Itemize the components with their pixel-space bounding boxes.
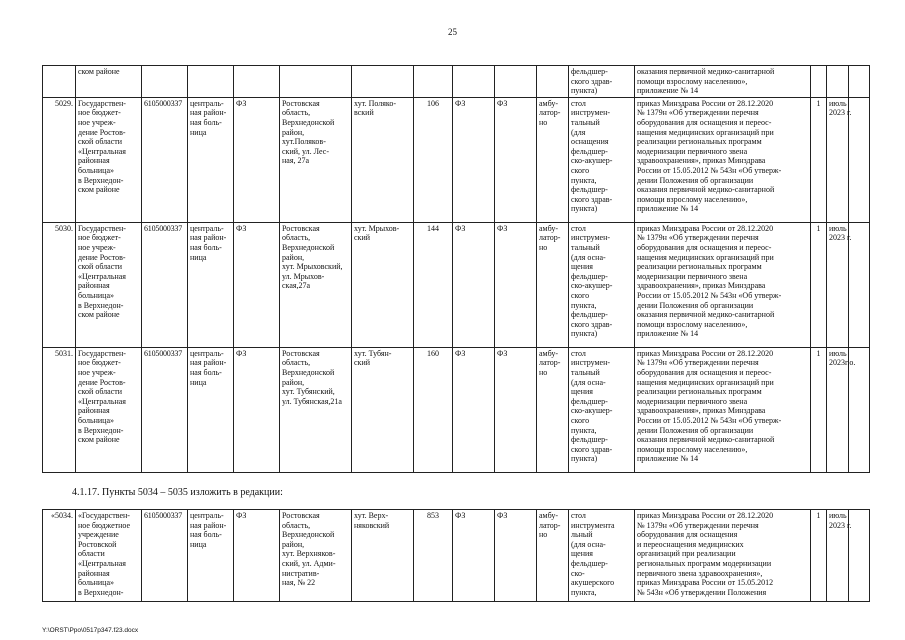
cell-col9: ФЗ	[453, 510, 495, 602]
cell-law	[234, 66, 280, 98]
cell-line: централь-	[190, 348, 224, 358]
cell-empty	[849, 66, 870, 98]
cell-line: фельдшер-	[571, 146, 608, 156]
cell-care	[537, 347, 569, 472]
cell-num: 5031.	[43, 347, 76, 472]
cell-line: няковский	[354, 520, 390, 530]
cell-line: ное учреж-	[78, 367, 116, 377]
cell-line: инструмен-	[571, 358, 611, 368]
cell-line: «Центральная	[78, 271, 126, 281]
cell-line: Верхнедонской	[282, 367, 335, 377]
cell-line: районная	[78, 281, 110, 291]
cell-qty: 1	[811, 510, 827, 602]
cell-line: помощи взрослому населению»,	[637, 319, 748, 329]
cell-line: здравоохранения», приказ Минздрава	[637, 406, 766, 416]
cell-line: амбу-	[539, 348, 559, 358]
cell-line: амбу-	[539, 511, 559, 520]
cell-line: ского	[571, 290, 590, 300]
cell-line: в Верхнедон-	[78, 175, 124, 185]
cell-line: ное бюджетное	[78, 520, 131, 530]
cell-line: Государствен-	[78, 348, 126, 358]
cell-col10: ФЗ	[495, 222, 537, 347]
cell-num	[43, 66, 76, 98]
cell-line: помощи взрослому населению»,	[637, 194, 748, 204]
cell-line: ском районе	[78, 310, 120, 320]
cell-line: ул. Тубянская,21а	[282, 396, 342, 406]
cell-line: (для осна-	[571, 539, 606, 549]
cell-line: модернизации первичного звена	[637, 396, 748, 406]
cell-law: ФЗ	[234, 222, 280, 347]
cell-line: ского здрав-	[571, 76, 613, 86]
cell-line: централь-	[190, 98, 224, 108]
cell-line: ница	[190, 377, 207, 387]
cell-line: ное бюджет-	[78, 358, 121, 368]
cell-population: 144	[414, 222, 453, 347]
cell-owner	[76, 97, 142, 222]
cell-org	[188, 97, 234, 222]
cell-qty: 1	[811, 97, 827, 222]
cell-line: хут. Верх-	[354, 511, 389, 520]
cell-line: ная район-	[190, 358, 227, 368]
page-number: 25	[448, 27, 457, 37]
cell-line: щения	[571, 549, 593, 559]
cell-line: 2023 г.	[829, 520, 852, 530]
cell-line: ная боль-	[190, 367, 222, 377]
cell-care	[537, 66, 569, 98]
cell-line: больница»	[78, 415, 114, 425]
cell-line: больница»	[78, 165, 114, 175]
cell-line: оборудования для оснащения и переос-	[637, 367, 772, 377]
cell-basis	[635, 222, 811, 347]
cell-line: оборудования для оснащения	[637, 530, 738, 540]
cell-owner	[76, 347, 142, 472]
cell-line: ное бюджет-	[78, 108, 121, 118]
cell-line: ница	[190, 252, 207, 262]
cell-line: хут. Тубян-	[354, 348, 392, 358]
cell-line: хут. Верхняков-	[282, 549, 336, 559]
cell-line: учреждение	[78, 530, 119, 540]
cell-line: июль	[829, 98, 847, 108]
cell-line: дение Ростов-	[78, 127, 126, 137]
cell-line: помощи взрослому населению»,	[637, 76, 748, 86]
cell-line: инструмента	[571, 520, 615, 530]
cell-address	[280, 97, 352, 222]
cell-line: оказания первичной медико-санитарной	[637, 185, 775, 195]
cell-line: ского	[571, 165, 590, 175]
cell-line: стол	[571, 511, 586, 520]
table-row	[43, 510, 870, 602]
cell-line: ской области	[78, 262, 123, 272]
cell-line: хут. Поляко-	[354, 98, 397, 108]
cell-line: ница	[190, 539, 207, 549]
cell-line: приложение № 14	[637, 204, 699, 214]
section-heading: 4.1.17. Пункты 5034 – 5035 изложить в редакции:	[72, 487, 283, 498]
cell-line: России от 15.05.2012 № 543н «Об утверж-	[637, 165, 782, 175]
cell-line: дении Положения об организации	[637, 425, 754, 435]
table-body	[43, 510, 870, 602]
cell-law: ФЗ	[234, 97, 280, 222]
cell-line: «Государствен-	[78, 511, 130, 520]
cell-settlement	[352, 97, 414, 222]
cell-law: ФЗ	[234, 510, 280, 602]
cell-line: ная район-	[190, 233, 227, 243]
cell-line: приказ Минздрава России от 28.12.2020	[637, 223, 774, 233]
cell-line: ский, ул. Адми-	[282, 558, 336, 568]
cell-population: 160	[414, 347, 453, 472]
cell-owner	[76, 222, 142, 347]
cell-line: фельдшер-	[571, 396, 608, 406]
cell-line: оказания первичной медико-санитарной	[637, 67, 775, 76]
cell-care	[537, 510, 569, 602]
cell-owner	[76, 510, 142, 602]
cell-line: оказания первичной медико-санитарной	[637, 310, 775, 320]
cell-line: № 1379н «Об утверждении перечня	[637, 233, 759, 243]
cell-line: ско-акушер-	[571, 281, 613, 291]
cell-inn	[142, 66, 188, 98]
cell-line: Верхнедонской	[282, 530, 335, 540]
cell-line: пункта)	[571, 86, 598, 96]
cell-line: «Центральная	[78, 396, 126, 406]
cell-line: латор-	[539, 520, 561, 530]
cell-line: № 1379н «Об утверждении перечня	[637, 358, 759, 368]
cell-line: в Верхнедон-	[78, 300, 124, 310]
cell-line: приказ Минздрава России от 28.12.2020	[637, 348, 774, 358]
cell-col10: ФЗ	[495, 510, 537, 602]
cell-num: 5029.	[43, 97, 76, 222]
cell-facility	[569, 222, 635, 347]
cell-line: пункта,	[571, 175, 597, 185]
cell-line: нащения медицинских организаций при	[637, 127, 774, 137]
cell-line: ская,27а	[282, 281, 311, 291]
cell-settlement	[352, 347, 414, 472]
cell-line: 2023 г.	[829, 233, 852, 243]
cell-line: Ростовская	[282, 223, 320, 233]
cell-line: оборудования для оснащения и переос-	[637, 242, 772, 252]
cell-line: район,	[282, 252, 305, 262]
cell-line: (для	[571, 127, 586, 137]
cell-line: здравоохранения», приказ Минздрава	[637, 156, 766, 166]
cell-line: и переоснащения медицинских	[637, 539, 744, 549]
cell-line: ница	[190, 127, 207, 137]
cell-line: тальный	[571, 117, 600, 127]
cell-line: ное учреж-	[78, 242, 116, 252]
cell-line: больница»	[78, 290, 114, 300]
cell-org	[188, 66, 234, 98]
cell-line: фельдшер-	[571, 558, 608, 568]
cell-line: (для осна-	[571, 252, 606, 262]
cell-line: региональных программ модернизации	[637, 558, 772, 568]
cell-org	[188, 222, 234, 347]
cell-line: ная боль-	[190, 530, 222, 540]
cell-line: № 1379н «Об утверждении перечня	[637, 108, 759, 118]
cell-inn: 6105000337	[142, 97, 188, 222]
cell-line: щения	[571, 387, 593, 397]
cell-settlement	[352, 222, 414, 347]
cell-qty: 1	[811, 347, 827, 472]
table-row	[43, 222, 870, 347]
cell-line: ском районе	[78, 435, 120, 445]
cell-line: хут. Мрыховский,	[282, 262, 343, 272]
cell-line: районная	[78, 156, 110, 166]
cell-line: инструмен-	[571, 108, 611, 118]
cell-line: нащения медицинских организаций при	[637, 377, 774, 387]
cell-line: ской области	[78, 387, 123, 397]
table-row-continuation	[43, 66, 870, 98]
cell-col9: ФЗ	[453, 347, 495, 472]
cell-line: области	[78, 549, 105, 559]
cell-num: «5034.	[43, 510, 76, 602]
cell-line: латор-	[539, 233, 561, 243]
cell-col9	[453, 66, 495, 98]
cell-line: ском районе	[78, 67, 120, 76]
cell-care	[537, 97, 569, 222]
cell-basis	[635, 97, 811, 222]
cell-line: латор-	[539, 108, 561, 118]
cell-facility	[569, 510, 635, 602]
cell-address	[280, 66, 352, 98]
cell-line: «Центральная	[78, 558, 126, 568]
cell-line: № 543н «Об утверждении Положения	[637, 587, 767, 597]
cell-line: хут.Поляков-	[282, 137, 326, 147]
cell-line: пункта,	[571, 587, 597, 597]
cell-line: но	[539, 117, 548, 127]
cell-line: вский	[354, 108, 374, 118]
cell-line: ное учреж-	[78, 117, 116, 127]
cell-line: пункта)	[571, 454, 598, 464]
cell-line: тальный	[571, 367, 600, 377]
cell-line: ная боль-	[190, 242, 222, 252]
cell-line: России от 15.05.2012 № 543н «Об утверж-	[637, 290, 782, 300]
cell-line: в Верхнедон-	[78, 425, 124, 435]
cell-org	[188, 347, 234, 472]
cell-line: область,	[282, 520, 311, 530]
cell-line: пункта,	[571, 425, 597, 435]
cell-line: ная боль-	[190, 117, 222, 127]
cell-line: область,	[282, 108, 311, 118]
cell-line: фельдшер-	[571, 435, 608, 445]
cell-line: Государствен-	[78, 98, 126, 108]
cell-line: оказания первичной медико-санитарной	[637, 435, 775, 445]
cell-col9: ФЗ	[453, 222, 495, 347]
cell-line: стол	[571, 223, 586, 233]
cell-line: ул. Мрыхов-	[282, 271, 325, 281]
cell-line: фельдшер-	[571, 67, 608, 76]
cell-line: инструмен-	[571, 233, 611, 243]
cell-line: Ростовская	[282, 511, 320, 520]
cell-line: район,	[282, 127, 305, 137]
cell-line: ского здрав-	[571, 444, 613, 454]
cell-line: 2023 г.	[829, 108, 852, 118]
cell-line: июль	[829, 348, 847, 358]
cell-qty	[811, 66, 827, 98]
cell-line: ная, № 22	[282, 578, 316, 588]
cell-line: «Центральная	[78, 146, 126, 156]
cell-line: приказ Минздрава России от 28.12.2020	[637, 511, 774, 520]
cell-line: Верхнедонской	[282, 242, 335, 252]
cell-line: модернизации первичного звена	[637, 146, 748, 156]
cell-line: ная район-	[190, 520, 227, 530]
cell-num: 5030.	[43, 222, 76, 347]
cell-line: хут. Тубянский,	[282, 387, 335, 397]
cell-line: ский	[354, 233, 370, 243]
cell-col10: ФЗ	[495, 97, 537, 222]
equipment-table-top	[42, 65, 870, 473]
cell-line: в Верхнедон-	[78, 587, 124, 597]
cell-inn: 6105000337	[142, 347, 188, 472]
cell-col10	[495, 66, 537, 98]
cell-line: стол	[571, 348, 586, 358]
cell-line: амбу-	[539, 223, 559, 233]
cell-line: Государствен-	[78, 223, 126, 233]
cell-date	[827, 347, 856, 472]
cell-line: стол	[571, 98, 586, 108]
table-body	[43, 66, 870, 473]
cell-line: районная	[78, 568, 110, 578]
cell-date	[827, 66, 849, 98]
cell-empty	[849, 97, 870, 222]
cell-basis	[635, 510, 811, 602]
cell-line: ско-акушер-	[571, 156, 613, 166]
cell-line: нистратив-	[282, 568, 320, 578]
cell-line: централь-	[190, 223, 224, 233]
cell-empty	[849, 510, 870, 602]
cell-population: 106	[414, 97, 453, 222]
cell-line: реализации региональных программ	[637, 137, 762, 147]
cell-line: Ростовской	[78, 539, 117, 549]
cell-line: район,	[282, 377, 305, 387]
cell-line: приказ Минздрава России от 28.12.2020	[637, 98, 774, 108]
cell-line: (для осна-	[571, 377, 606, 387]
cell-care	[537, 222, 569, 347]
cell-line: амбу-	[539, 98, 559, 108]
cell-qty: 1	[811, 222, 827, 347]
cell-line: больница»	[78, 578, 114, 588]
cell-line: ная, 27а	[282, 156, 310, 166]
footer-file-path: Y:\ORST\Ppo\0517p347.f23.docx	[42, 627, 139, 634]
cell-line: оснащения	[571, 137, 609, 147]
cell-line: но	[539, 242, 548, 252]
equipment-table-bottom	[42, 509, 870, 602]
cell-line: ная район-	[190, 108, 227, 118]
cell-line: № 1379н «Об утверждении перечня	[637, 520, 759, 530]
cell-line: Ростовская	[282, 348, 320, 358]
cell-line: акушерского	[571, 578, 615, 588]
cell-line: здравоохранения», приказ Минздрава	[637, 281, 766, 291]
cell-line: Ростовская	[282, 98, 320, 108]
cell-line: реализации региональных программ	[637, 387, 762, 397]
cell-line: ско-акушер-	[571, 406, 613, 416]
cell-address	[280, 222, 352, 347]
cell-line: фельдшер-	[571, 185, 608, 195]
cell-date	[827, 222, 852, 347]
table-row	[43, 347, 870, 472]
cell-line: районная	[78, 406, 110, 416]
cell-line: нащения медицинских организаций при	[637, 252, 774, 262]
table-row	[43, 97, 870, 222]
cell-line: первичного звена здравоохранения»,	[637, 568, 763, 578]
cell-line: модернизации первичного звена	[637, 271, 748, 281]
cell-owner	[76, 66, 142, 98]
cell-facility	[569, 347, 635, 472]
cell-line: тальный	[571, 242, 600, 252]
cell-line: июль	[829, 223, 847, 233]
cell-population: 853	[414, 510, 453, 602]
cell-line: реализации региональных программ	[637, 262, 762, 272]
cell-line: латор-	[539, 358, 561, 368]
cell-basis	[635, 66, 811, 98]
cell-line: ского здрав-	[571, 194, 613, 204]
cell-line: оборудования для оснащения и переос-	[637, 117, 772, 127]
cell-line: пункта)	[571, 329, 598, 339]
cell-law: ФЗ	[234, 347, 280, 472]
cell-line: льный	[571, 530, 593, 540]
cell-line: приложение № 14	[637, 329, 699, 339]
cell-line: район,	[282, 539, 305, 549]
cell-line: приложение № 14	[637, 86, 699, 96]
cell-line: 2023г.о.	[829, 358, 856, 368]
cell-line: приказ Минздрава России от 15.05.2012	[637, 578, 774, 588]
cell-date	[827, 510, 852, 602]
cell-line: но	[539, 367, 548, 377]
cell-line: ском районе	[78, 185, 120, 195]
cell-line: ско-	[571, 568, 585, 578]
cell-line: Верхнедонской	[282, 117, 335, 127]
cell-line: дение Ростов-	[78, 377, 126, 387]
cell-population	[414, 66, 453, 98]
cell-line: приложение № 14	[637, 454, 699, 464]
cell-inn: 6105000337	[142, 510, 188, 602]
cell-settlement	[352, 66, 414, 98]
cell-line: ского здрав-	[571, 319, 613, 329]
cell-line: ский, ул. Лес-	[282, 146, 329, 156]
cell-line: дении Положения об организации	[637, 175, 754, 185]
cell-empty	[849, 222, 870, 347]
cell-line: ского	[571, 415, 590, 425]
cell-address	[280, 347, 352, 472]
cell-line: но	[539, 530, 548, 540]
cell-org	[188, 510, 234, 602]
cell-col10: ФЗ	[495, 347, 537, 472]
cell-line: пункта)	[571, 204, 598, 214]
cell-basis	[635, 347, 811, 472]
cell-inn: 6105000337	[142, 222, 188, 347]
cell-line: помощи взрослому населению»,	[637, 444, 748, 454]
cell-date	[827, 97, 852, 222]
cell-line: щения	[571, 262, 593, 272]
cell-line: организаций при реализации	[637, 549, 736, 559]
cell-line: дении Положения об организации	[637, 300, 754, 310]
cell-line: область,	[282, 358, 311, 368]
cell-line: пункта,	[571, 300, 597, 310]
cell-line: ное бюджет-	[78, 233, 121, 243]
cell-settlement	[352, 510, 414, 602]
cell-col9: ФЗ	[453, 97, 495, 222]
cell-line: ский	[354, 358, 370, 368]
cell-facility	[569, 66, 635, 98]
cell-line: дение Ростов-	[78, 252, 126, 262]
cell-line: фельдшер-	[571, 271, 608, 281]
cell-line: область,	[282, 233, 311, 243]
cell-line: июль	[829, 511, 847, 520]
cell-line: ской области	[78, 137, 123, 147]
cell-line: России от 15.05.2012 № 543н «Об утверж-	[637, 415, 782, 425]
cell-facility	[569, 97, 635, 222]
cell-line: хут. Мрыхов-	[354, 223, 400, 233]
cell-line: централь-	[190, 511, 224, 520]
cell-line: фельдшер-	[571, 310, 608, 320]
cell-address	[280, 510, 352, 602]
